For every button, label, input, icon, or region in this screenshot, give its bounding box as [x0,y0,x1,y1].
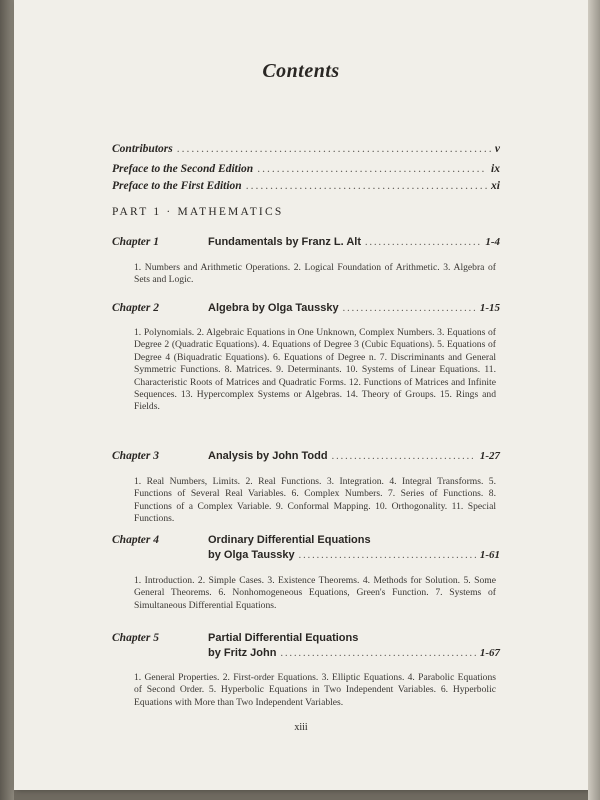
toc-entry-label: Preface to the First Edition [112,180,242,192]
chapter-5-description: 1. General Properties. 2. First-order Equations. 3. Elliptic Equations. 4. Parabolic Equations of Second Order. 5. Hyperbolic Equations in Two Independent Variables. 6. Hyperbolic Equations with More than Two Independent Variables. [134,672,496,708]
chapter-title: Ordinary Differential Equations [208,534,371,546]
chapter-label: Chapter 3 [112,450,159,462]
chapter-author: by Fritz John [208,647,277,659]
chapter-3-entry[interactable] [112,450,500,462]
chapter-3-description: 1. Real Numbers, Limits. 2. Real Functions. 3. Integration. 4. Integral Transforms. 5. Functions of Several Real Variables. 6. Complex Numbers. 7. Series of Functions. 8. Functions of a Complex Variable. 9. Conformal Mapping. 10. Orthogonality. 11. Special Functions. [134,476,496,525]
chapter-title: Partial Differential Equations [208,632,359,644]
chapter-label: Chapter 4 [112,534,159,546]
chapter-page: 1-15 [479,302,500,314]
chapter-page: 1-67 [479,647,500,659]
chapter-label: Chapter 1 [112,236,159,248]
page-title: Contents [262,60,340,82]
leader-dots [280,648,475,659]
chapter-title: Fundamentals by Franz L. Alt [208,236,361,248]
chapter-page: 1-4 [485,236,500,248]
chapter-2-entry[interactable] [112,302,500,314]
leader-dots [257,163,487,175]
toc-entry-label: Contributors [112,143,173,155]
page-edge [588,0,600,800]
chapter-label: Chapter 2 [112,302,159,314]
chapter-1-entry[interactable] [112,236,500,248]
chapter-4-description: 1. Introduction. 2. Simple Cases. 3. Existence Theorems. 4. Methods for Solution. 5. Some General Theorems. 6. Nonhomogeneous Equations, Green's Function. 7. Systems of Simultaneous Differential Equations. [134,575,496,611]
leader-dots [299,550,476,561]
toc-entry-preface-second[interactable] [112,163,500,175]
chapter-title: Algebra by Olga Taussky [208,302,339,314]
leader-dots [343,303,476,314]
leader-dots [177,143,491,155]
toc-entry-page: v [494,143,500,155]
toc-entry-page: ix [491,163,500,175]
leader-dots [246,180,487,192]
part-heading: PART 1 · MATHEMATICS [112,206,284,218]
chapter-label: Chapter 5 [112,632,159,644]
book-page [14,0,588,790]
chapter-1-description: 1. Numbers and Arithmetic Operations. 2. Logical Foundation of Arithmetic. 3. Algebra of Sets and Logic. [134,262,496,286]
chapter-page: 1-27 [479,450,500,462]
leader-dots [365,237,481,248]
chapter-2-description: 1. Polynomials. 2. Algebraic Equations in One Unknown, Complex Numbers. 3. Equations of Degree 2 (Quadratic Equations). 4. Equations of Degree 3 (Cubic Equations). 5. Equations of Degree 4 (Biquadratic Equations). 6. Equations of Degree n. 7. Discriminants and General Symmetric Functions. 8. Matrices. 9. Determinants. 10. Systems of Linear Equations. 11. Characteristic Roots of Matrices and Quadratic Forms. 12. Functions of Matrices and Infinite Sequences. 13. Hypercomplex Systems or Algebras. 14. Theory of Groups. 15. Rings and Fields. [134,327,496,413]
book-spine-shadow [0,0,14,800]
toc-entry-contributors[interactable] [112,143,500,155]
chapter-title: Analysis by John Todd [208,450,328,462]
chapter-author: by Olga Taussky [208,549,295,561]
chapter-page: 1-61 [479,549,500,561]
chapter-5-entry[interactable] [112,632,500,659]
leader-dots [332,451,476,462]
toc-entry-page: xi [491,180,500,192]
toc-entry-preface-first[interactable] [112,180,500,192]
chapter-4-entry[interactable] [112,534,500,561]
page-number: xiii [294,722,308,733]
toc-entry-label: Preface to the Second Edition [112,163,254,175]
